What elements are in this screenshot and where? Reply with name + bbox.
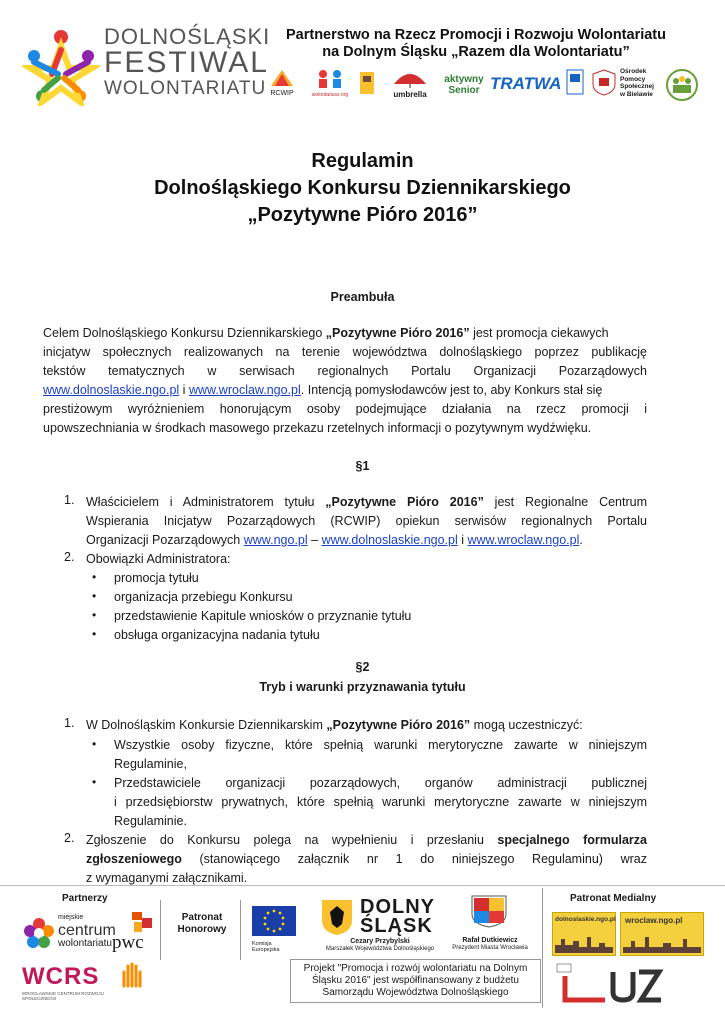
bullet-icon: • <box>92 589 97 603</box>
s2-item-2-a: Zgłoszenie do Konkursu polega na wypełnieniu i przesłaniu <box>86 833 498 847</box>
small-logo <box>356 68 378 100</box>
section-2-subheading: Tryb i warunki przyznawania tytułu <box>259 680 466 694</box>
luz-icon <box>555 960 665 1010</box>
logo-line-3: WOLONTARIATU <box>104 78 267 99</box>
preambula-line-3: tekstów tematycznych w serwisach regionalnych Portalu Organizacji Pozarządowych <box>43 364 647 378</box>
wroclaw-ngo-label: wroclaw.ngo.pl <box>625 916 683 925</box>
radio-luz-logo <box>555 960 665 1010</box>
rcwip-icon <box>269 68 295 88</box>
marszalek-title: Marszałek Województwa Dolnośląskiego <box>325 946 435 952</box>
tratwa-label: TRATWA <box>490 74 562 93</box>
ops-bielawa-label: Ośrodek Pomocy Społecznej w Bielawie <box>620 68 654 98</box>
flag-icon <box>357 68 377 98</box>
project-note-line-2: Śląsku 2016" jest współfinansowany z budżetu <box>311 975 519 986</box>
preambula-line-4-rest: . Intencją pomysłodawców jest to, aby Konkurs stał się <box>300 383 603 397</box>
ops-bielawa-logo <box>620 68 658 98</box>
bullet-icon: • <box>92 737 97 751</box>
s2-bullet-1 <box>114 736 647 774</box>
s2-item-2-line-3: z wymaganymi załącznikami. <box>86 871 248 885</box>
rafal-name: Rafał Dutkiewicz <box>462 937 518 944</box>
s2-item-1 <box>86 716 647 735</box>
festival-star-icon <box>22 28 100 106</box>
wcrs-sub-label: WROCŁAWSKIE CENTRUM ROZWOJU SPOŁECZNEGO <box>22 991 104 1001</box>
logo-line-2: FESTIWAL <box>104 46 269 79</box>
partner-logos <box>262 68 702 108</box>
s1-item-1-number: 1. <box>64 493 75 507</box>
wcrs-logo <box>22 963 112 1003</box>
dolnoslaskie-ngo-logo <box>552 912 616 956</box>
s1-and: i <box>457 533 468 547</box>
crest-icon <box>565 68 585 96</box>
tratwa-logo <box>490 68 560 94</box>
umbrella-label: umbrella <box>393 90 427 99</box>
s2-item-1-b: „Pozytywne Pióro 2016” <box>326 718 471 732</box>
hand-icon <box>118 960 146 990</box>
aktywny-senior-logo <box>442 68 486 96</box>
s1-item-1-a: Właścicielem i Administratorem tytułu <box>86 495 326 509</box>
slask-label: ŚLĄSK <box>360 915 433 937</box>
patronat-medialny-label: Patronat Medialny <box>570 893 657 904</box>
aktywny-senior-label: aktywny Senior <box>444 74 484 96</box>
preambula-line-2: inicjatyw społecznych realizowanych na terenie województwa dolnośląskiego poprzez publikację <box>43 345 647 359</box>
wroclaw-crest-icon <box>470 894 508 928</box>
document-title <box>0 148 725 229</box>
project-note-line-3: Samorządu Województwa Dolnośląskiego <box>322 987 509 998</box>
preambula-sep: i <box>179 383 189 397</box>
centrum-line-1: miejskie <box>58 914 84 921</box>
s1-item-1-b: „Pozytywne Pióro 2016” <box>325 495 484 509</box>
project-note-line-1: Projekt "Promocja i rozwój wolontariatu na Dolnym <box>303 963 528 974</box>
shield-icon <box>591 68 617 96</box>
s2-item-2-b: specjalnego formularza <box>497 833 647 847</box>
s1-item-1-c: jest Regionalne Centrum <box>483 495 647 509</box>
s2-bullet-1-line-2: Regulaminie, <box>114 757 187 771</box>
wroclaw-ngo-logo <box>620 912 704 956</box>
eu-commission-logo <box>252 906 312 952</box>
centrum-line-3: wolontariatu <box>58 938 112 949</box>
footer-separator <box>160 900 161 960</box>
bullet-icon: • <box>92 608 97 622</box>
wolontariusz-logo <box>310 68 350 98</box>
s2-item-2 <box>86 831 647 888</box>
flower-icon <box>22 916 56 950</box>
prezydent-title: Prezydent Miasta Wrocławia <box>452 945 528 951</box>
eagle-crest-icon <box>320 898 354 936</box>
skyline-icon <box>623 935 701 953</box>
footer-divider <box>0 885 725 886</box>
pwc-blocks-icon <box>120 912 160 934</box>
patronat-honorowy-label <box>176 912 228 936</box>
title-line-1: Regulamin <box>311 150 414 172</box>
centrum-line-2: centrum <box>58 922 116 939</box>
patronat-honorowy-line-1: Patronat <box>181 912 223 923</box>
link-dolnoslaskie-ngo[interactable]: www.dolnoslaskie.ngo.pl <box>43 383 180 397</box>
cezary-name: Cezary Przybylski <box>350 938 410 945</box>
wcrs-label: WCRS <box>22 963 100 990</box>
logo-line-1: DOLNOŚLĄSKI <box>104 24 271 49</box>
s2-bullet-2-line-2: i przedsiębiorstw prywatnych, które spełnią warunki merytoryczne zawarte w niniejszym <box>114 795 647 809</box>
footer-separator <box>542 888 543 1008</box>
s2-bullet-2 <box>114 774 647 831</box>
partner-small-2 <box>590 68 618 98</box>
centrum-wolontariatu-small-logo <box>118 960 148 1000</box>
preambula-line-1-c: jest promocja ciekawych <box>469 326 609 340</box>
pwc-label: pwc <box>112 932 144 953</box>
bullet-icon: • <box>92 627 97 641</box>
people-circle-icon <box>665 68 699 102</box>
s1-dash: – <box>307 533 322 547</box>
pwc-logo <box>112 912 160 956</box>
s2-item-2-number: 2. <box>64 831 75 845</box>
header-title <box>246 27 706 61</box>
eu-flag-icon <box>252 906 296 936</box>
skyline-icon <box>555 935 613 953</box>
umbrella-logo <box>384 68 436 99</box>
header-title-line-1: Partnerstwo na Rzecz Promocji i Rozwoju Wolontariatu <box>285 27 666 43</box>
link-wroclaw-ngo[interactable]: www.wroclaw.ngo.pl <box>188 383 301 397</box>
footer-partnerzy-label: Partnerzy <box>62 893 108 904</box>
s2-item-2-line-2-b: (stanowiącego załącznik nr 1 do niniejszego Regulaminu) wraz <box>181 852 647 866</box>
s2-bullet-2-line-3: Regulaminie. <box>114 814 187 828</box>
bullet-icon: • <box>92 775 97 789</box>
s1-item-2: Obowiązki Administratora: <box>86 552 231 566</box>
s1-bullet-1: promocja tytułu <box>114 571 199 585</box>
bullet-icon: • <box>92 570 97 584</box>
s1-bullet-3: przedstawienie Kapitule wniosków o przyznanie tytułu <box>114 609 412 623</box>
preambula-heading: Preambuła <box>330 290 395 304</box>
s1-item-1 <box>86 493 647 550</box>
patronat-honorowy-line-2: Honorowy <box>177 924 227 935</box>
project-funding-note <box>290 959 541 1003</box>
title-line-3: „Pozytywne Pióro 2016” <box>247 204 478 226</box>
preambula-line-6: upowszechniania w środkach masowego przekazu rzetelnych informacji o pozytywnym wydźwięku. <box>43 421 592 435</box>
s2-item-1-a: W Dolnośląskim Konkursie Dziennikarskim <box>86 718 327 732</box>
section-1-heading: §1 <box>355 459 370 473</box>
link-dolnoslaskie-ngo-2[interactable]: www.dolnoslaskie.ngo.pl <box>321 533 458 547</box>
preambula-text <box>43 324 647 438</box>
s1-bullet-4: obsługa organizacyjna nadania tytułu <box>114 628 320 642</box>
s1-item-1-line-3: Organizacji Pozarządowych <box>86 533 244 547</box>
footer-separator <box>240 900 241 960</box>
eu-label: Komisja Europejska <box>252 941 280 953</box>
partner-small-1 <box>564 68 586 98</box>
dolny-slask-logo <box>320 898 440 956</box>
rcwip-label: RCWIP <box>270 90 294 97</box>
umbrella-icon <box>390 68 430 88</box>
preambula-line-1-a: Celem Dolnośląskiego Konkursu Dziennikarskiego <box>43 326 326 340</box>
s2-bullet-2-line-1: Przedstawiciele organizacji pozarządowych, organów administracji publicznej <box>114 776 647 790</box>
s2-bullet-1-line-1: Wszystkie osoby fizyczne, które spełnią warunki merytoryczne zawarte w niniejszym <box>114 738 647 752</box>
s1-dot: . <box>579 533 583 547</box>
people-circle-logo <box>662 68 702 104</box>
s1-item-1-line-2: Wspierania Inicjatyw Pozarządowych (RCWIP) opiekun serwisów regionalnych Portalu <box>86 514 647 528</box>
wolontariusz-label: wolontariusz.org <box>311 92 349 98</box>
people-icon <box>315 68 345 90</box>
s1-item-2-number: 2. <box>64 550 75 564</box>
s1-bullet-2: organizacja przebiegu Konkursu <box>114 590 293 604</box>
link-ngo[interactable]: www.ngo.pl <box>243 533 308 547</box>
wroclaw-logo <box>446 894 534 956</box>
s2-item-1-number: 1. <box>64 716 75 730</box>
dolnoslaskie-ngo-label: dolnoslaskie.ngo.pl <box>555 916 616 923</box>
header-title-line-2: na Dolnym Śląsku „Razem dla Wolontariatu” <box>322 44 630 60</box>
s2-item-2-line-2-a: zgłoszeniowego <box>86 852 182 866</box>
festival-logo <box>22 22 271 112</box>
link-wroclaw-ngo-2[interactable]: www.wroclaw.ngo.pl <box>467 533 580 547</box>
dolny-label: DOLNY <box>360 896 435 918</box>
preambula-line-5: prestiżowym wyróżnieniem honorującym osoby podejmujące działania na rzecz promocji i <box>43 402 647 416</box>
section-2-heading: §2 <box>355 660 370 674</box>
rcwip-logo <box>262 68 302 97</box>
s2-item-1-c: mogą uczestniczyć: <box>470 718 583 732</box>
preambula-line-1-b: „Pozytywne Pióro 2016” <box>325 326 470 340</box>
title-line-2: Dolnośląskiego Konkursu Dziennikarskiego <box>154 177 571 199</box>
